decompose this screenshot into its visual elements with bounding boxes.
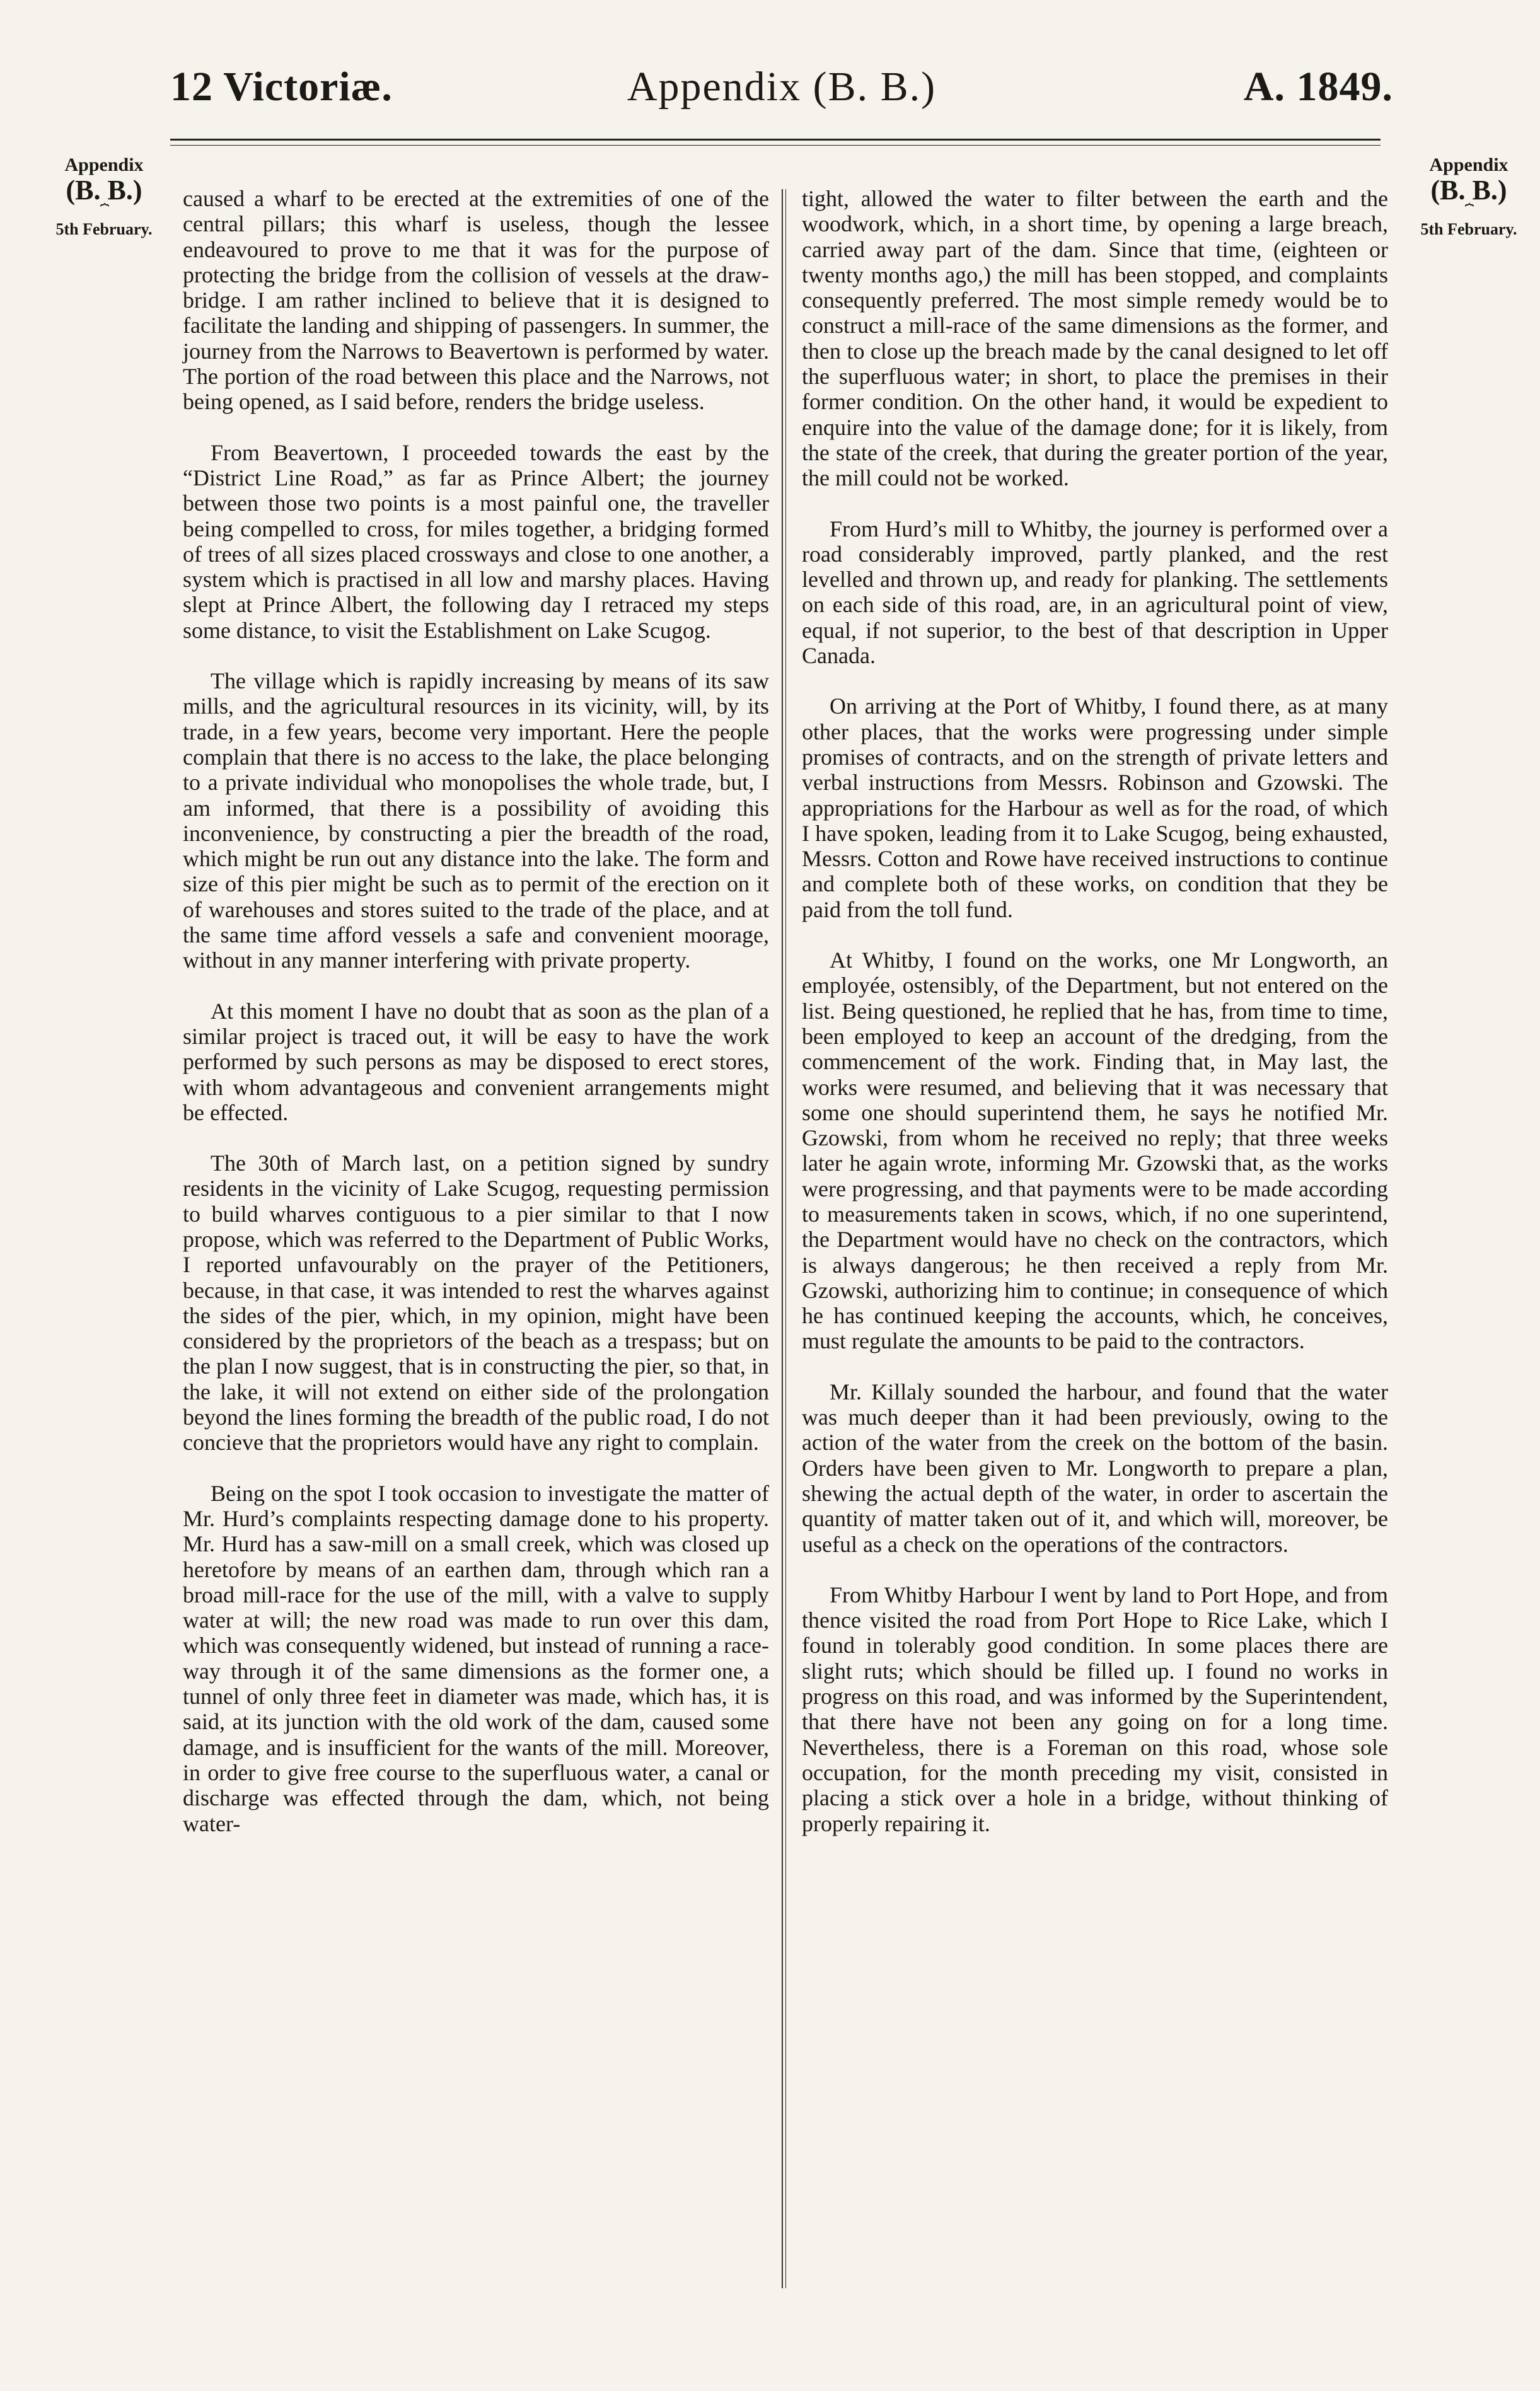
paragraph: caused a wharf to be erected at the extremities of one of the central pillars; this wharf is useless, though the lessee endeavoured to prove to me that it was for the purpose of protecting the bridge from the collision of vessels at the draw-bridge. I am rather inclined to believe that it is designed to facilitate the landing and shipping of passengers. In summer, the journey from the Narrows to Beavertown is performed by water. The portion of the road between this place and the Narrows, not being opened, as I said before, renders the bridge useless. <box>183 186 769 415</box>
margin-appendix-label: Appendix <box>64 154 144 175</box>
header-rule-thick <box>170 139 1381 141</box>
header-session: 12 Victoriæ. <box>170 64 393 110</box>
paragraph: The village which is rapidly increasing by means of its saw mills, and the agricultural resources in its vicinity, will, by its trade, in a few years, become very important. Here the people complain that there is no access to the lake, the place belonging to a private individual who monopolises the whole trade, but, I am informed, that there is a possibility of avoiding this inconvenience, by constructing a pier the breadth of the road, which might be run out any distance into the lake. The form and size of this pier might be such as to permit of the erection on it of warehouses and stores suited to the trade of the place, and at the same time afford vessels a safe and convenient moorage, without in any manner interfering with private property. <box>183 668 769 973</box>
margin-date: 5th February. <box>55 220 153 238</box>
header-appendix: Appendix (B. B.) <box>627 64 937 110</box>
paragraph: tight, allowed the water to filter between the earth and the woodwork, which, in a short time, by opening a large breach, carried away part of the dam. Since that time, (eighteen or twenty months ago,) the mill has been stopped, and complaints consequently preferred. The most simple remedy would be to construct a mill-race of the same dimensions as the former, and then to close up the breach made by the canal designed to let off the superfluous water; in short, to place the premises in their former condition. On the other hand, it would be expedient to enquire into the value of the damage done; for it is likely, from the state of the creek, that during the greater portion of the year, the mill could not be worked. <box>802 186 1388 491</box>
right-column <box>802 186 1388 1861</box>
paragraph: At this moment I have no doubt that as soon as the plan of a similar project is traced out, it will be easy to have the work performed by such persons as may be disposed to erect stores, with whom advantageous and convenient arrangements might be effected. <box>183 998 769 1125</box>
margin-date: 5th February. <box>1420 220 1517 238</box>
margin-bb-label: (B. B.) <box>1430 175 1507 206</box>
column-divider <box>785 189 786 2288</box>
paragraph: The 30th of March last, on a petition signed by sundry residents in the vicinity of Lake Scugog, requesting permission to build wharves contiguous to a pier similar to that I now propose, which was referred to the Department of Public Works, I reported unfavourably on the prayer of the Petitioners, because, in that case, it was intended to rest the wharves against the sides of the pier, which, in my opinion, might have been considered by the proprietors of the beach as a trespass; but on the plan I now suggest, that is in constructing the pier, so that, in the lake, it will not extend on either side of the prolongation beyond the lines forming the breadth of the public road, I do not concieve that the proprietors would have any right to complain. <box>183 1150 769 1456</box>
running-header <box>170 63 1393 126</box>
paragraph: On arriving at the Port of Whitby, I found there, as at many other places, that the works were progressing under simple promises of contracts, and on the strength of private letters and verbal instructions from Messrs. Robinson and Gzowski. The appropriations for the Harbour as well as for the road, of which I have spoken, leading from it to Lake Scugog, being exhausted, Messrs. Cotton and Rowe have received instructions to continue and complete both of these works, on condition that they be paid from the toll fund. <box>802 693 1388 922</box>
column-divider <box>782 189 783 2288</box>
header-rule-thin <box>170 145 1381 146</box>
margin-appendix-label: Appendix <box>1429 154 1508 175</box>
left-column <box>183 186 769 1861</box>
margin-brace: ⏞ <box>1464 204 1473 221</box>
header-year: A. 1849. <box>1243 64 1393 110</box>
paragraph: From Whitby Harbour I went by land to Port Hope, and from thence visited the road from Port Hope to Rice Lake, which I found in tolerably good condition. In some places there are slight ruts; which should be filled up. I found no works in progress on this road, and was informed by the Superintendent, that there have not been any going on for a long time. Nevertheless, there is a Foreman on this road, whose sole occupation, for the month preceding my visit, consisted in placing a stick over a hole in a bridge, without thinking of properly repairing it. <box>802 1582 1388 1836</box>
paragraph: From Beavertown, I proceeded towards the east by the “District Line Road,” as far as Prince Albert; the journey between those two points is a most painful one, the traveller being compelled to cross, for miles together, a bridging formed of trees of all sizes placed crossways and close to one another, a system which is practised in all low and marshy places. Having slept at Prince Albert, the following day I retraced my steps some distance, to visit the Establishment on Lake Scugog. <box>183 439 769 643</box>
margin-bb-label: (B. B.) <box>66 175 142 206</box>
paragraph: Being on the spot I took occasion to investigate the matter of Mr. Hurd’s complaints respecting damage done to his property. Mr. Hurd has a saw-mill on a small creek, which was closed up heretofore by means of an earthen dam, through which ran a broad mill-race for the use of the mill, with a valve to supply water at will; the new road was made to run over this dam, which was consequently widened, but instead of running a race-way through it of the same dimensions as the former one, a tunnel of only three feet in diameter was made, which has, it is said, at its junction with the old work of the dam, caused some damage, and is insufficient for the wants of the mill. Moreover, in order to give free course to the superfluous water, a canal or discharge was effected through the dam, which, not being water- <box>183 1480 769 1836</box>
paragraph: At Whitby, I found on the works, one Mr Longworth, an employée, ostensibly, of the Department, but not entered on the list. Being questioned, he replied that he has, from time to time, been employed to keep an account of the dredging, from the commencement of the work. Finding that, in May last, the works were resumed, and believing that it was necessary that some one should superintend them, he says he notified Mr. Gzowski, from whom he received no reply; that three weeks later he again wrote, informing Mr. Gzowski that, as the works were progressing, and that payments were to be made according to measurements taken in scows, which, if no one superintend, the Department would have no check on the contractors, which is always dangerous; he then received a reply from Mr. Gzowski, authorizing him to continue; in consequence of which he has continued keeping the accounts, which, he conceives, must regulate the amounts to be paid to the contractors. <box>802 947 1388 1354</box>
margin-note-right <box>1396 154 1540 239</box>
margin-brace: ⏞ <box>100 204 108 221</box>
paragraph: From Hurd’s mill to Whitby, the journey is performed over a road considerably improved, partly planked, and the rest levelled and thrown up, and ready for planking. The settlements on each side of this road, are, in an agricultural point of view, equal, if not superior, to the best of that description in Upper Canada. <box>802 516 1388 669</box>
margin-note-left <box>32 154 177 239</box>
paragraph: Mr. Killaly sounded the harbour, and found that the water was much deeper than it had been previously, owing to the action of the water from the creek on the bottom of the basin. Orders have been given to Mr. Longworth to prepare a plan, shewing the actual depth of the water, in order to ascertain the quantity of matter taken out of it, and which will, moreover, be useful as a check on the operations of the contractors. <box>802 1379 1388 1557</box>
